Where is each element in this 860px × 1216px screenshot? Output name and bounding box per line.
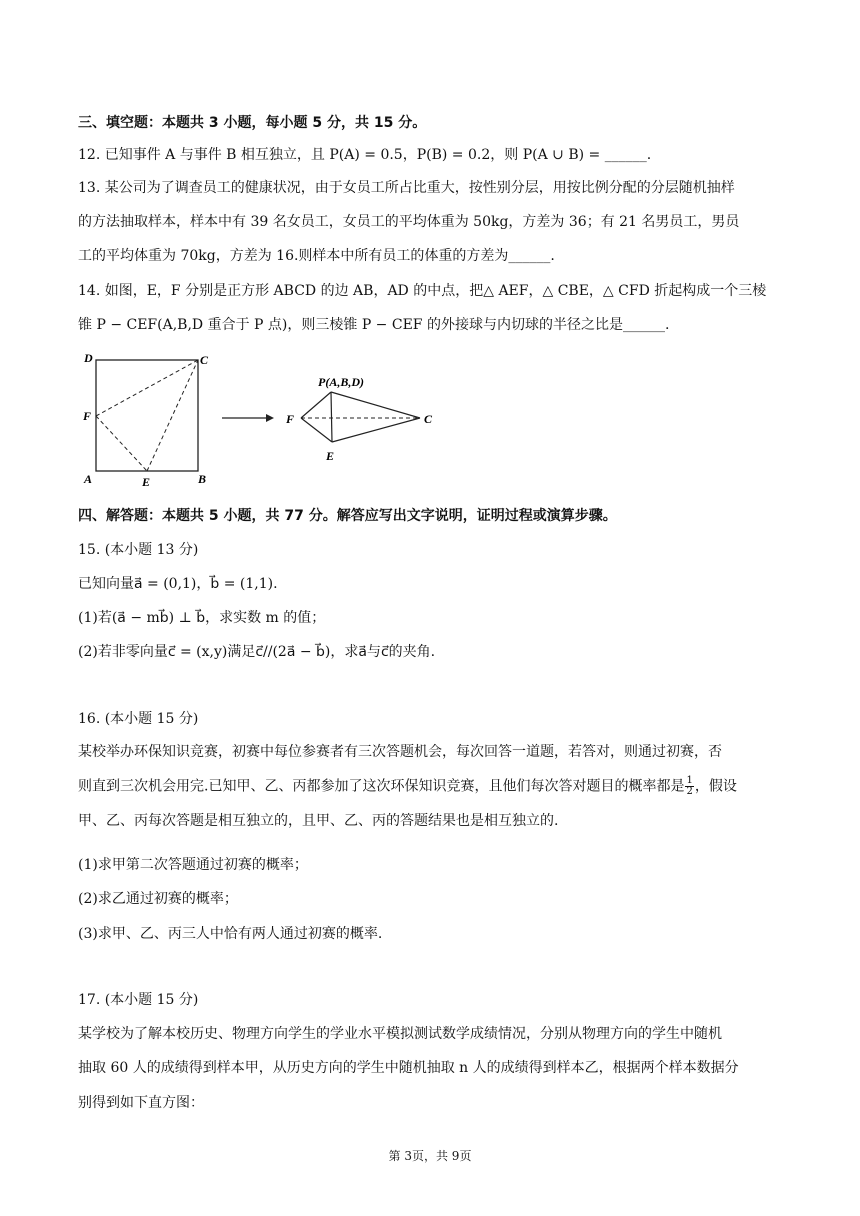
square-abcd (96, 360, 198, 471)
question-17-line2: 抽取 60 人的成绩得到样本甲，从历史方向的学生中随机抽取 n 人的成绩得到样本乙，根据两个样本数据分 (78, 1060, 739, 1076)
question-16-line3: 甲、乙、丙每次答题是相互独立的，且甲、乙、丙的答题结果也是相互独立的. (78, 813, 559, 829)
label-pyramid-f: F (286, 412, 295, 426)
question-16-title: 16. (本小题 15 分) (78, 711, 199, 727)
fold-line-fe (96, 416, 147, 471)
label-c: C (200, 353, 209, 367)
question-17-line1: 某学校为了解本校历史、物理方向学生的学业水平模拟测试数学成绩情况，分别从物理方向的学生中随机 (78, 1026, 722, 1042)
edge-pe (331, 392, 332, 442)
question-14-figure (78, 348, 443, 488)
question-13-line2: 的方法抽取样本，样本中有 39 名女员工，女员工的平均体重为 50kg，方差为 36；有 21 名男员工，男员 (78, 214, 740, 230)
question-16-line2 (78, 776, 737, 797)
fold-line-ec (147, 360, 198, 471)
question-17-title: 17. (本小题 15 分) (78, 992, 199, 1008)
label-b: B (198, 472, 207, 486)
label-p: P(A,B,D) (318, 375, 364, 389)
question-16-part2: (2)求乙通过初赛的概率； (78, 891, 238, 907)
fraction-one-half (685, 776, 693, 797)
label-e: E (142, 475, 151, 488)
question-16-part3: (3)求甲、乙、丙三人中恰有两人通过初赛的概率. (78, 926, 383, 942)
question-16-line1: 某校举办环保知识竞赛，初赛中每位参赛者有三次答题机会，每次回答一道题，若答对，则通过初赛，否 (78, 744, 722, 760)
edge-fe (301, 418, 332, 442)
question-16-line2-text: 则直到三次机会用完.已知甲、乙、丙都参加了这次环保知识竞赛，且他们每次答对题目的概率都是 (78, 778, 685, 795)
question-13-line1: 13. 某公司为了调查员工的健康状况，由于女员工所占比重大，按性别分层，用按比例分配的分层随机抽样 (78, 180, 735, 196)
label-a: A (84, 472, 93, 486)
page-footer: 第 3页，共 9页 (388, 1149, 472, 1163)
fold-line-fc (96, 360, 198, 416)
question-16-line2-tail: ，假设 (694, 778, 737, 795)
question-15-part1: (1)若(a⃗ − mb⃗) ⊥ b⃗，求实数 m 的值； (78, 610, 326, 626)
fraction-numerator: 1 (686, 775, 693, 786)
section3-heading: 三、填空题：本题共 3 小题，每小题 5 分，共 15 分。 (78, 115, 427, 131)
label-pyramid-c: C (424, 412, 433, 426)
question-12: 12. 已知事件 A 与事件 B 相互独立，且 P(A) = 0.5，P(B) = 0.2，则 P(A ∪ B) = ______. (78, 147, 652, 163)
section4-heading: 四、解答题：本题共 5 小题，共 77 分。解答应写出文字说明，证明过程或演算步骤。 (78, 508, 617, 524)
fraction-denominator: 2 (686, 786, 693, 797)
edge-ec (332, 418, 420, 442)
question-15-title: 15. (本小题 13 分) (78, 542, 199, 558)
question-15-part2: (2)若非零向量c⃗ = (x,y)满足c⃗//(2a⃗ − b⃗)，求a⃗与c⃗的夹角. (78, 644, 436, 660)
label-pyramid-e: E (326, 449, 335, 463)
label-f: F (83, 409, 92, 423)
question-16-part1: (1)求甲第二次答题通过初赛的概率； (78, 857, 308, 873)
question-14-line1: 14. 如图，E，F 分别是正方形 ABCD 的边 AB，AD 的中点，把△ AEF，△ CBE，△ CFD 折起构成一个三棱 (78, 283, 767, 299)
question-15-line1: 已知向量a⃗ = (0,1)，b⃗ = (1,1). (78, 576, 278, 592)
question-13-line3: 工的平均体重为 70kg，方差为 16.则样本中所有员工的体重的方差为______. (78, 248, 555, 264)
question-14-line2: 锥 P − CEF(A,B,D 重合于 P 点)，则三棱锥 P − CEF 的外接球与内切球的半径之比是______. (78, 317, 670, 333)
arrow-head (266, 414, 274, 422)
question-17-line3: 别得到如下直方图： (78, 1095, 204, 1111)
edge-fp (301, 392, 331, 418)
label-d: D (84, 351, 93, 365)
edge-pc (331, 392, 420, 418)
